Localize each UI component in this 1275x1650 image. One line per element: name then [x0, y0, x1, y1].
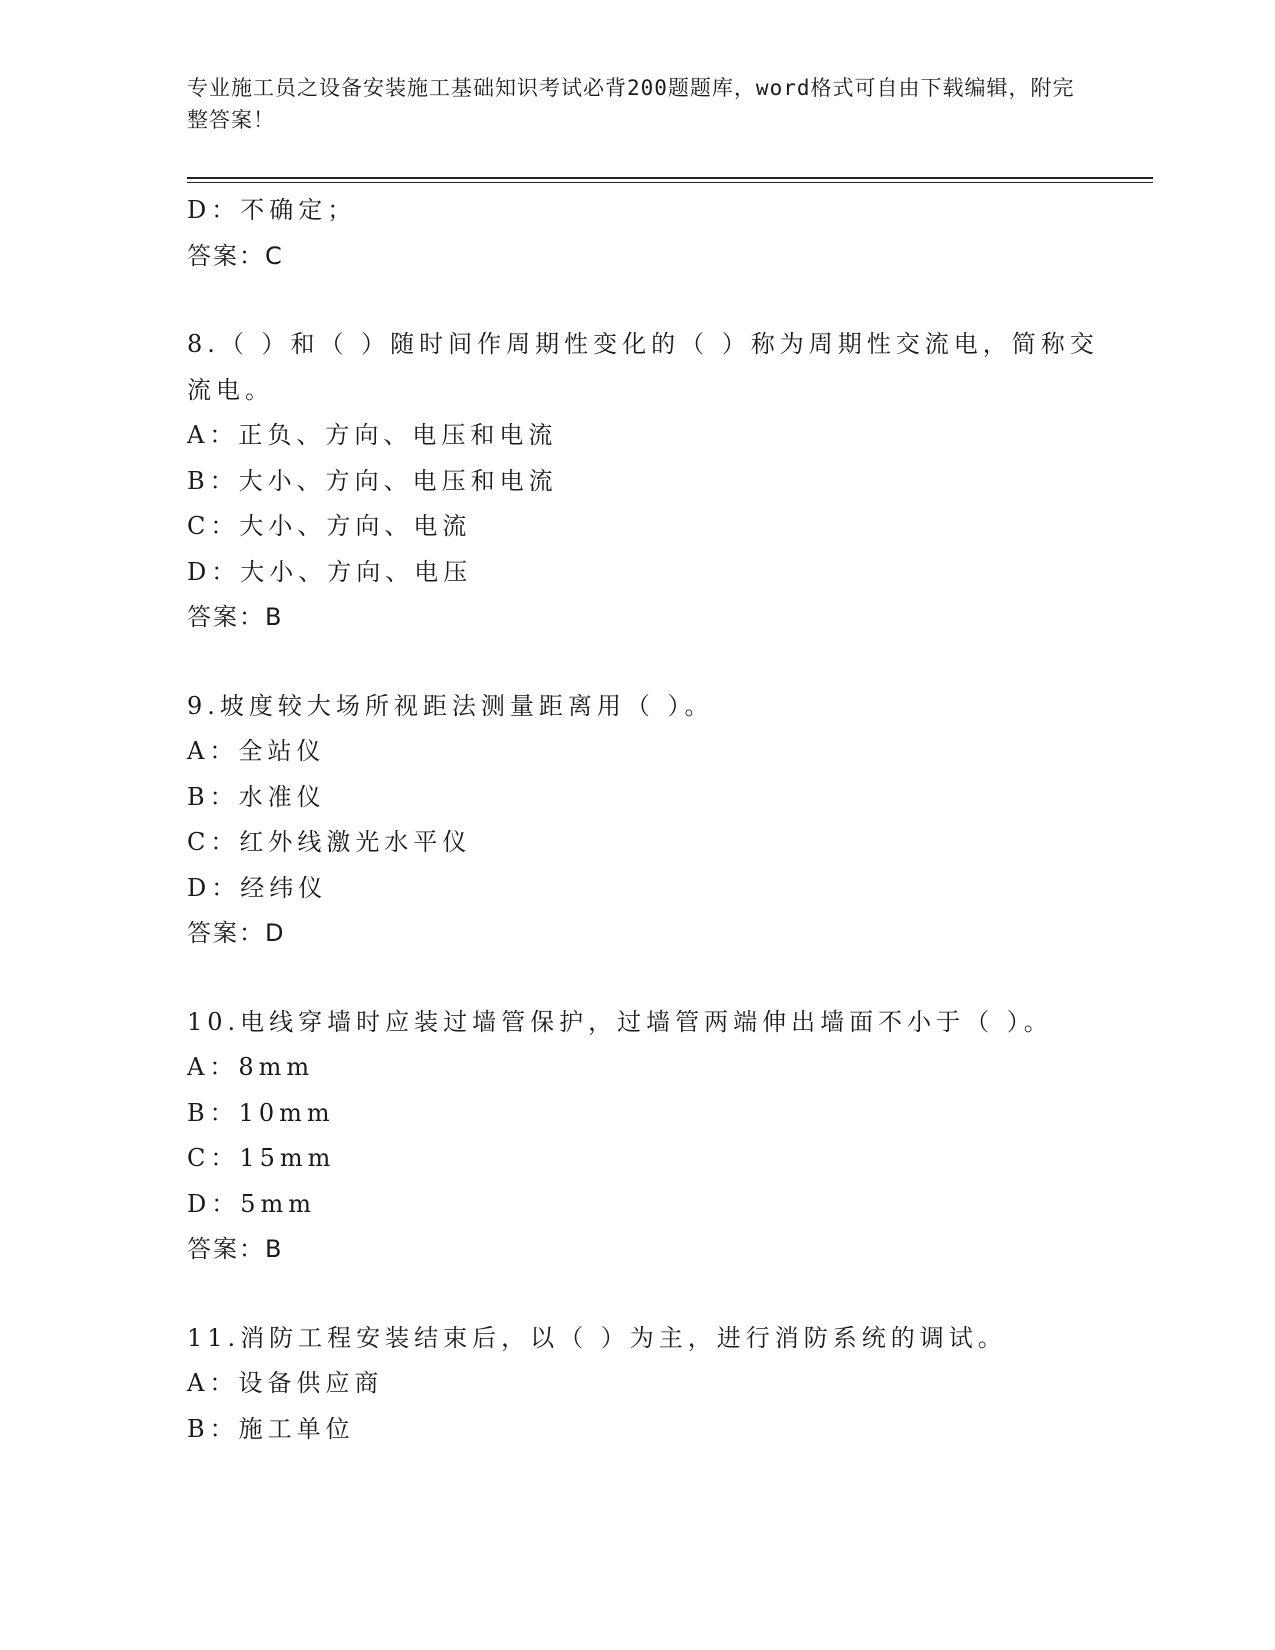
question-stem: 11.消防工程安装结束后，以（ ）为主，进行消防系统的调试。	[187, 1323, 1007, 1352]
question-block-11	[187, 1316, 1117, 1453]
option-d: D：5mm	[187, 1189, 317, 1218]
header-divider-thin	[187, 182, 1153, 183]
question-stem: 9.坡度较大场所视距法测量距离用（ ）。	[187, 691, 714, 720]
question-stem: 8.（ ）和（ ）随时间作周期性变化的（ ）称为周期性交流电，简称交流电。	[187, 330, 1099, 404]
option-a: A：8mm	[187, 1053, 315, 1081]
question-block-7-tail	[187, 188, 1117, 279]
question-block-10	[187, 1000, 1117, 1273]
question-list	[187, 188, 1117, 1452]
option-c: C：15mm	[187, 1144, 336, 1172]
option-b: B：10mm	[187, 1098, 335, 1127]
option-d: D：不确定；	[187, 196, 357, 224]
option-a: A：设备供应商	[187, 1369, 384, 1397]
option-d: D：经纬仪	[187, 873, 328, 902]
option-b: B：水准仪	[187, 782, 326, 811]
header-divider	[187, 177, 1153, 179]
question-block-8	[187, 322, 1117, 641]
answer-line: 答案：B	[187, 603, 284, 631]
option-b: B：大小、方向、电压和电流	[187, 466, 558, 495]
option-c: C：大小、方向、电流	[187, 512, 472, 540]
question-block-9	[187, 684, 1117, 957]
document-header: 专业施工员之设备安装施工基础知识考试必背200题题库，word格式可自由下载编辑，附完整答案！	[187, 76, 1075, 132]
option-b: B：施工单位	[187, 1414, 355, 1443]
option-a: A：全站仪	[187, 737, 326, 765]
question-stem: 10.电线穿墙时应装过墙管保护，过墙管两端伸出墙面不小于（ ）。	[187, 1007, 1053, 1036]
option-d: D：大小、方向、电压	[187, 557, 473, 586]
option-a: A：正负、方向、电压和电流	[187, 421, 558, 449]
answer-line: 答案：B	[187, 1235, 284, 1263]
option-c: C：红外线激光水平仪	[187, 828, 472, 856]
answer-line: 答案：D	[187, 919, 286, 947]
answer-line: 答案：C	[187, 241, 284, 270]
